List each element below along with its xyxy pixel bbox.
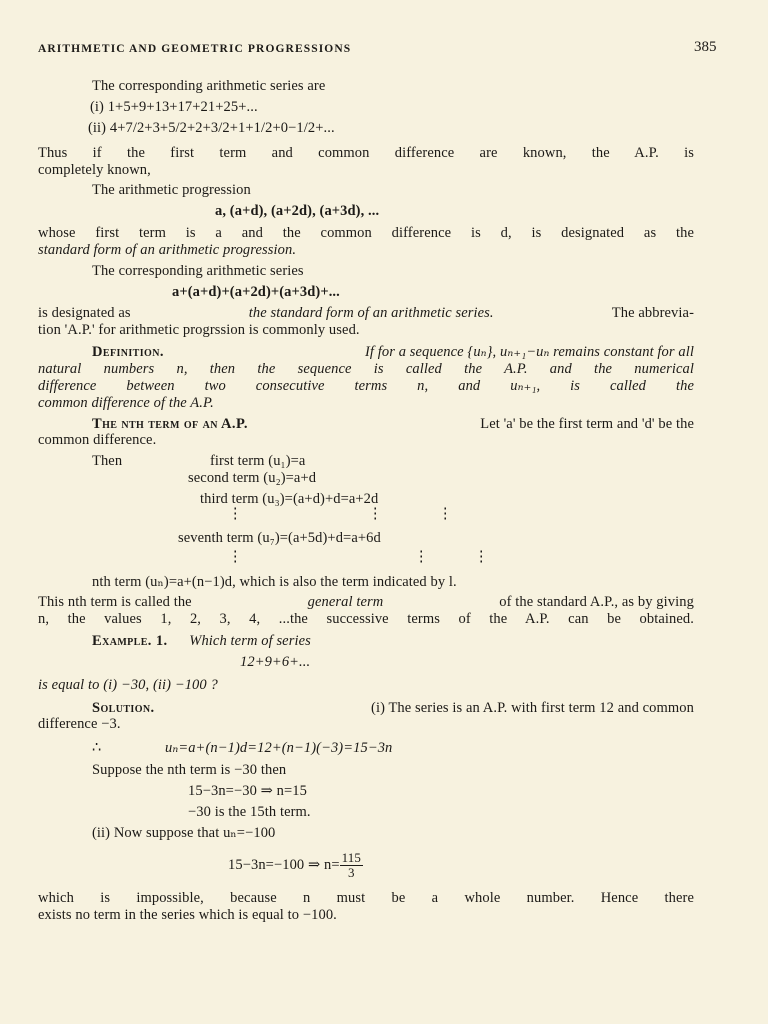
text-line: common difference. (38, 432, 157, 448)
example-question: is equal to (i) −30, (ii) −100 ? (38, 677, 218, 693)
formula-series: a+(a+d)+(a+2d)+(a+3d)+... (172, 284, 340, 300)
text-line: Suppose the nth term is −30 then (92, 762, 287, 778)
example-line (92, 633, 311, 650)
formula-seventh-term: seventh term (u₇)=(a+5d)+d=a+6d (178, 530, 381, 546)
text-line-mixed (38, 305, 694, 322)
text-span-italic: the standard form of an arithmetic series. (248, 305, 494, 321)
text-line: (ii) Now suppose that uₙ=−100 (92, 825, 276, 841)
section-line (92, 416, 694, 433)
formula-second-term: second term (u₂)=a+d (188, 470, 317, 486)
formula-progression: a, (a+d), (a+2d), (a+3d), ... (215, 203, 380, 219)
definition-line (92, 344, 694, 361)
solution-heading: Solution. (92, 700, 155, 716)
fraction-numerator: 115 (341, 850, 361, 866)
text-line: which is impossible, because n must be a whole number. Hence there (38, 890, 694, 906)
series-example-1: (i) 1+5+9+13+17+21+25+... (90, 99, 258, 115)
therefore-symbol: ∴ (92, 740, 102, 756)
definition-text: difference between two consecutive terms n, and uₙ₊₁, is called the (38, 378, 694, 394)
section-heading: The nth term of an A.P. (92, 416, 248, 432)
fraction-denominator: 3 (347, 865, 355, 881)
text-line: n, the values 1, 2, 3, 4, ...the successive terms of the A.P. can be obtained. (38, 611, 694, 627)
text-line: The corresponding arithmetic series (92, 263, 304, 279)
text-line: Thus if the first term and common difference are known, the A.P. is (38, 145, 694, 161)
text-line: difference −3. (38, 716, 121, 732)
text-span: (i) The series is an A.P. with first term 12 and common (371, 700, 694, 716)
text-line: −30 is the 15th term. (188, 804, 311, 820)
formula-first-term: first term (u₁)=a (210, 453, 306, 469)
solution-line (92, 700, 694, 717)
formula-general-term: uₙ=a+(n−1)d=12+(n−1)(−3)=15−3n (165, 740, 393, 756)
text-line: tion 'A.P.' for arithmetic progrssion is commonly used. (38, 322, 360, 338)
text-span: This nth term is called the (38, 594, 192, 610)
formula-fraction-line (228, 850, 363, 880)
example-question: Which term of series (189, 633, 311, 649)
text-span: 15−3n=−100 ⇒ n= (228, 857, 340, 873)
vertical-dots: ⋮ (474, 549, 489, 565)
text-span: is designated as (38, 305, 131, 321)
text-line-italic: standard form of an arithmetic progression. (38, 242, 297, 258)
text-span: The abbrevia- (611, 305, 694, 321)
vertical-dots: ⋮ (438, 506, 453, 522)
vertical-dots: ⋮ (228, 506, 243, 522)
vertical-dots: ⋮ (414, 549, 429, 565)
text-line: whose first term is a and the common difference is d, is designated as the (38, 225, 694, 241)
running-header-title: ARITHMETIC AND GEOMETRIC PROGRESSIONS (38, 43, 352, 55)
text-span: of the standard A.P., as by giving (499, 594, 694, 610)
example-series: 12+9+6+... (240, 654, 311, 670)
text-line: exists no term in the series which is equal to −100. (38, 907, 337, 923)
text-line-mixed (38, 594, 694, 611)
formula-nth-term: nth term (uₙ)=a+(n−1)d, which is also the term indicated by l. (92, 574, 457, 590)
text-line: The corresponding arithmetic series are (92, 78, 326, 94)
vertical-dots: ⋮ (228, 549, 243, 565)
text-span-italic: If for a sequence {uₙ}, uₙ₊₁−uₙ remains constant for all (364, 344, 694, 360)
definition-heading: Definition. (92, 344, 164, 360)
text-line: completely known, (38, 162, 151, 178)
page-number: 385 (694, 39, 717, 55)
vertical-dots: ⋮ (368, 506, 383, 522)
text-span: Let 'a' be the first term and 'd' be the (480, 416, 694, 432)
text-line: The arithmetic progression (92, 182, 251, 198)
definition-text: common difference of the A.P. (38, 395, 214, 411)
fraction (340, 851, 363, 880)
text-span-italic: general term (307, 594, 384, 610)
formula-third-term: third term (u₃)=(a+d)+d=a+2d (200, 491, 379, 507)
example-heading: Example. 1. (92, 633, 168, 649)
text-line: Then (92, 453, 123, 469)
definition-text: natural numbers n, then the sequence is called the A.P. and the numerical (38, 361, 694, 377)
series-example-2: (ii) 4+7/2+3+5/2+2+3/2+1+1/2+0−1/2+... (88, 120, 335, 136)
formula-equation: 15−3n=−30 ⇒ n=15 (188, 783, 307, 799)
